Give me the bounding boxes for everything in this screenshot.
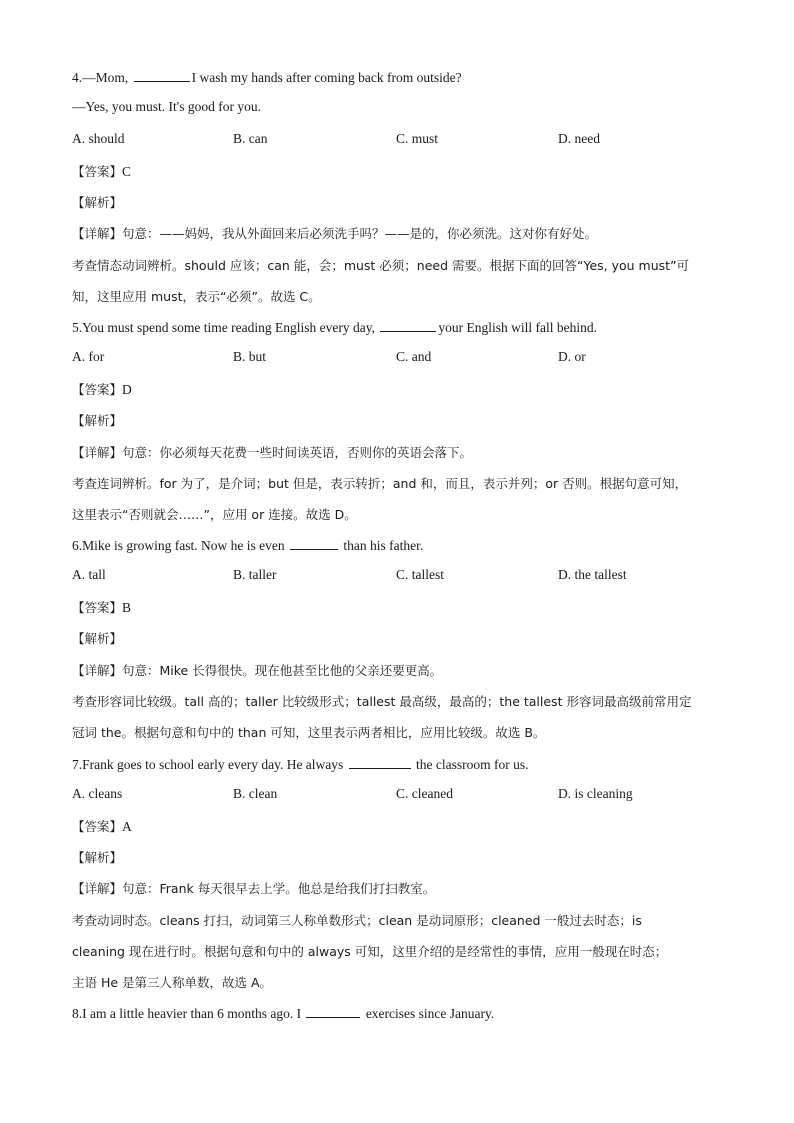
question-5-stem [72,318,597,336]
answer-blank [290,536,338,550]
answer-label: 【答案】 [72,819,123,834]
stem-text: the classroom for us. [412,757,529,772]
option-d: D. or [558,349,586,364]
question-4-stem [72,68,462,86]
option-d: D. the tallest [558,567,627,582]
stem-text: than his father. [339,538,424,553]
question-5-answer [72,380,132,398]
question-4-explanation-line: 知，这里应用 must，表示“必须”。故选 C。 [72,289,321,304]
question-7-analysis-label: 【解析】 [72,850,123,865]
option-a: A. tall [72,567,106,582]
option-b: B. taller [233,567,277,582]
answer-blank [306,1004,360,1018]
answer-blank [380,318,436,332]
question-7-explanation-line: 主语 He 是第三人称单数，故选 A。 [72,975,273,990]
option-b: B. clean [233,786,278,801]
question-7-stem [72,755,529,773]
question-4-reply: —Yes, you must. It's good for you. [72,99,261,114]
option-c: C. tallest [396,567,444,582]
question-7-explanation-line: cleaning 现在进行时。根据句意和句中的 always 可知，这里介绍的是经常性的事情，应用一般现在时态； [72,944,668,959]
question-4-analysis-label: 【解析】 [72,195,123,210]
stem-text: 6.Mike is growing fast. Now he is even [72,538,288,553]
answer-label: 【答案】 [72,382,123,397]
answer-label: 【答案】 [72,164,123,179]
question-5-detail: 【详解】句意：你必须每天花费一些时间读英语，否则你的英语会落下。 [72,445,473,460]
question-5-explanation-line: 考查连词辨析。for 为了，是介词；but 但是，表示转折；and 和，而且，表示并列；or 否则。根据句意可知， [72,476,688,491]
option-d: D. need [558,131,600,146]
stem-text: 7.Frank goes to school early every day. He always [72,757,347,772]
option-c: C. must [396,131,439,146]
question-6-detail: 【详解】句意：Mike 长得很快。现在他甚至比他的父亲还要更高。 [72,663,443,678]
stem-text: 8.I am a little heavier than 6 months ago. I [72,1006,305,1021]
answer-blank [349,755,411,769]
option-c: C. cleaned [396,786,453,801]
question-6-analysis-label: 【解析】 [72,631,123,646]
option-a: A. for [72,349,105,364]
question-6-options [72,567,722,585]
question-4-options [72,131,722,149]
option-d: D. is cleaning [558,786,633,801]
option-b: B. but [233,349,267,364]
question-5-options [72,349,722,367]
stem-text: your English will fall behind. [438,320,597,335]
option-a: A. cleans [72,786,123,801]
option-c: C. and [396,349,432,364]
stem-text: exercises since January. [362,1006,495,1021]
question-7-options [72,786,722,804]
question-4-detail: 【详解】句意：——妈妈，我从外面回来后必须洗手吗？——是的，你必须洗。这对你有好处。 [72,226,598,241]
answer-label: 【答案】 [72,600,123,615]
answer-value: C [122,164,132,179]
question-6-answer [72,598,131,616]
stem-text: 4.—Mom, [72,70,132,85]
question-4-explanation-line: 考查情态动词辨析。should 应该；can 能，会；must 必须；need 需要。根据下面的回答“Yes, you must”可 [72,258,690,273]
question-4-answer [72,162,131,180]
question-6-stem [72,536,423,554]
answer-value: A [122,819,132,834]
question-7-detail: 【详解】句意：Frank 每天很早去上学。他总是给我们打扫教室。 [72,881,436,896]
stem-text: I wash my hands after coming back from outside? [191,70,462,85]
answer-blank [134,68,190,82]
stem-text: 5.You must spend some time reading English every day, [72,320,379,335]
option-a: A. should [72,131,125,146]
option-b: B. can [233,131,268,146]
question-5-analysis-label: 【解析】 [72,413,123,428]
question-6-explanation-line: 冠词 the。根据句意和句中的 than 可知，这里表示两者相比，应用比较级。故选 B。 [72,725,546,740]
question-7-answer [72,817,132,835]
answer-value: D [122,382,132,397]
question-5-explanation-line: 这里表示“否则就会……”，应用 or 连接。故选 D。 [72,507,357,522]
question-6-explanation-line: 考查形容词比较级。tall 高的；taller 比较级形式；tallest 最高级，最高的；the tallest 形容词最高级前常用定 [72,694,692,709]
question-8-stem [72,1004,494,1022]
answer-value: B [122,600,132,615]
question-7-explanation-line: 考查动词时态。cleans 打扫，动词第三人称单数形式；clean 是动词原形；cleaned 一般过去时态；is [72,913,642,928]
